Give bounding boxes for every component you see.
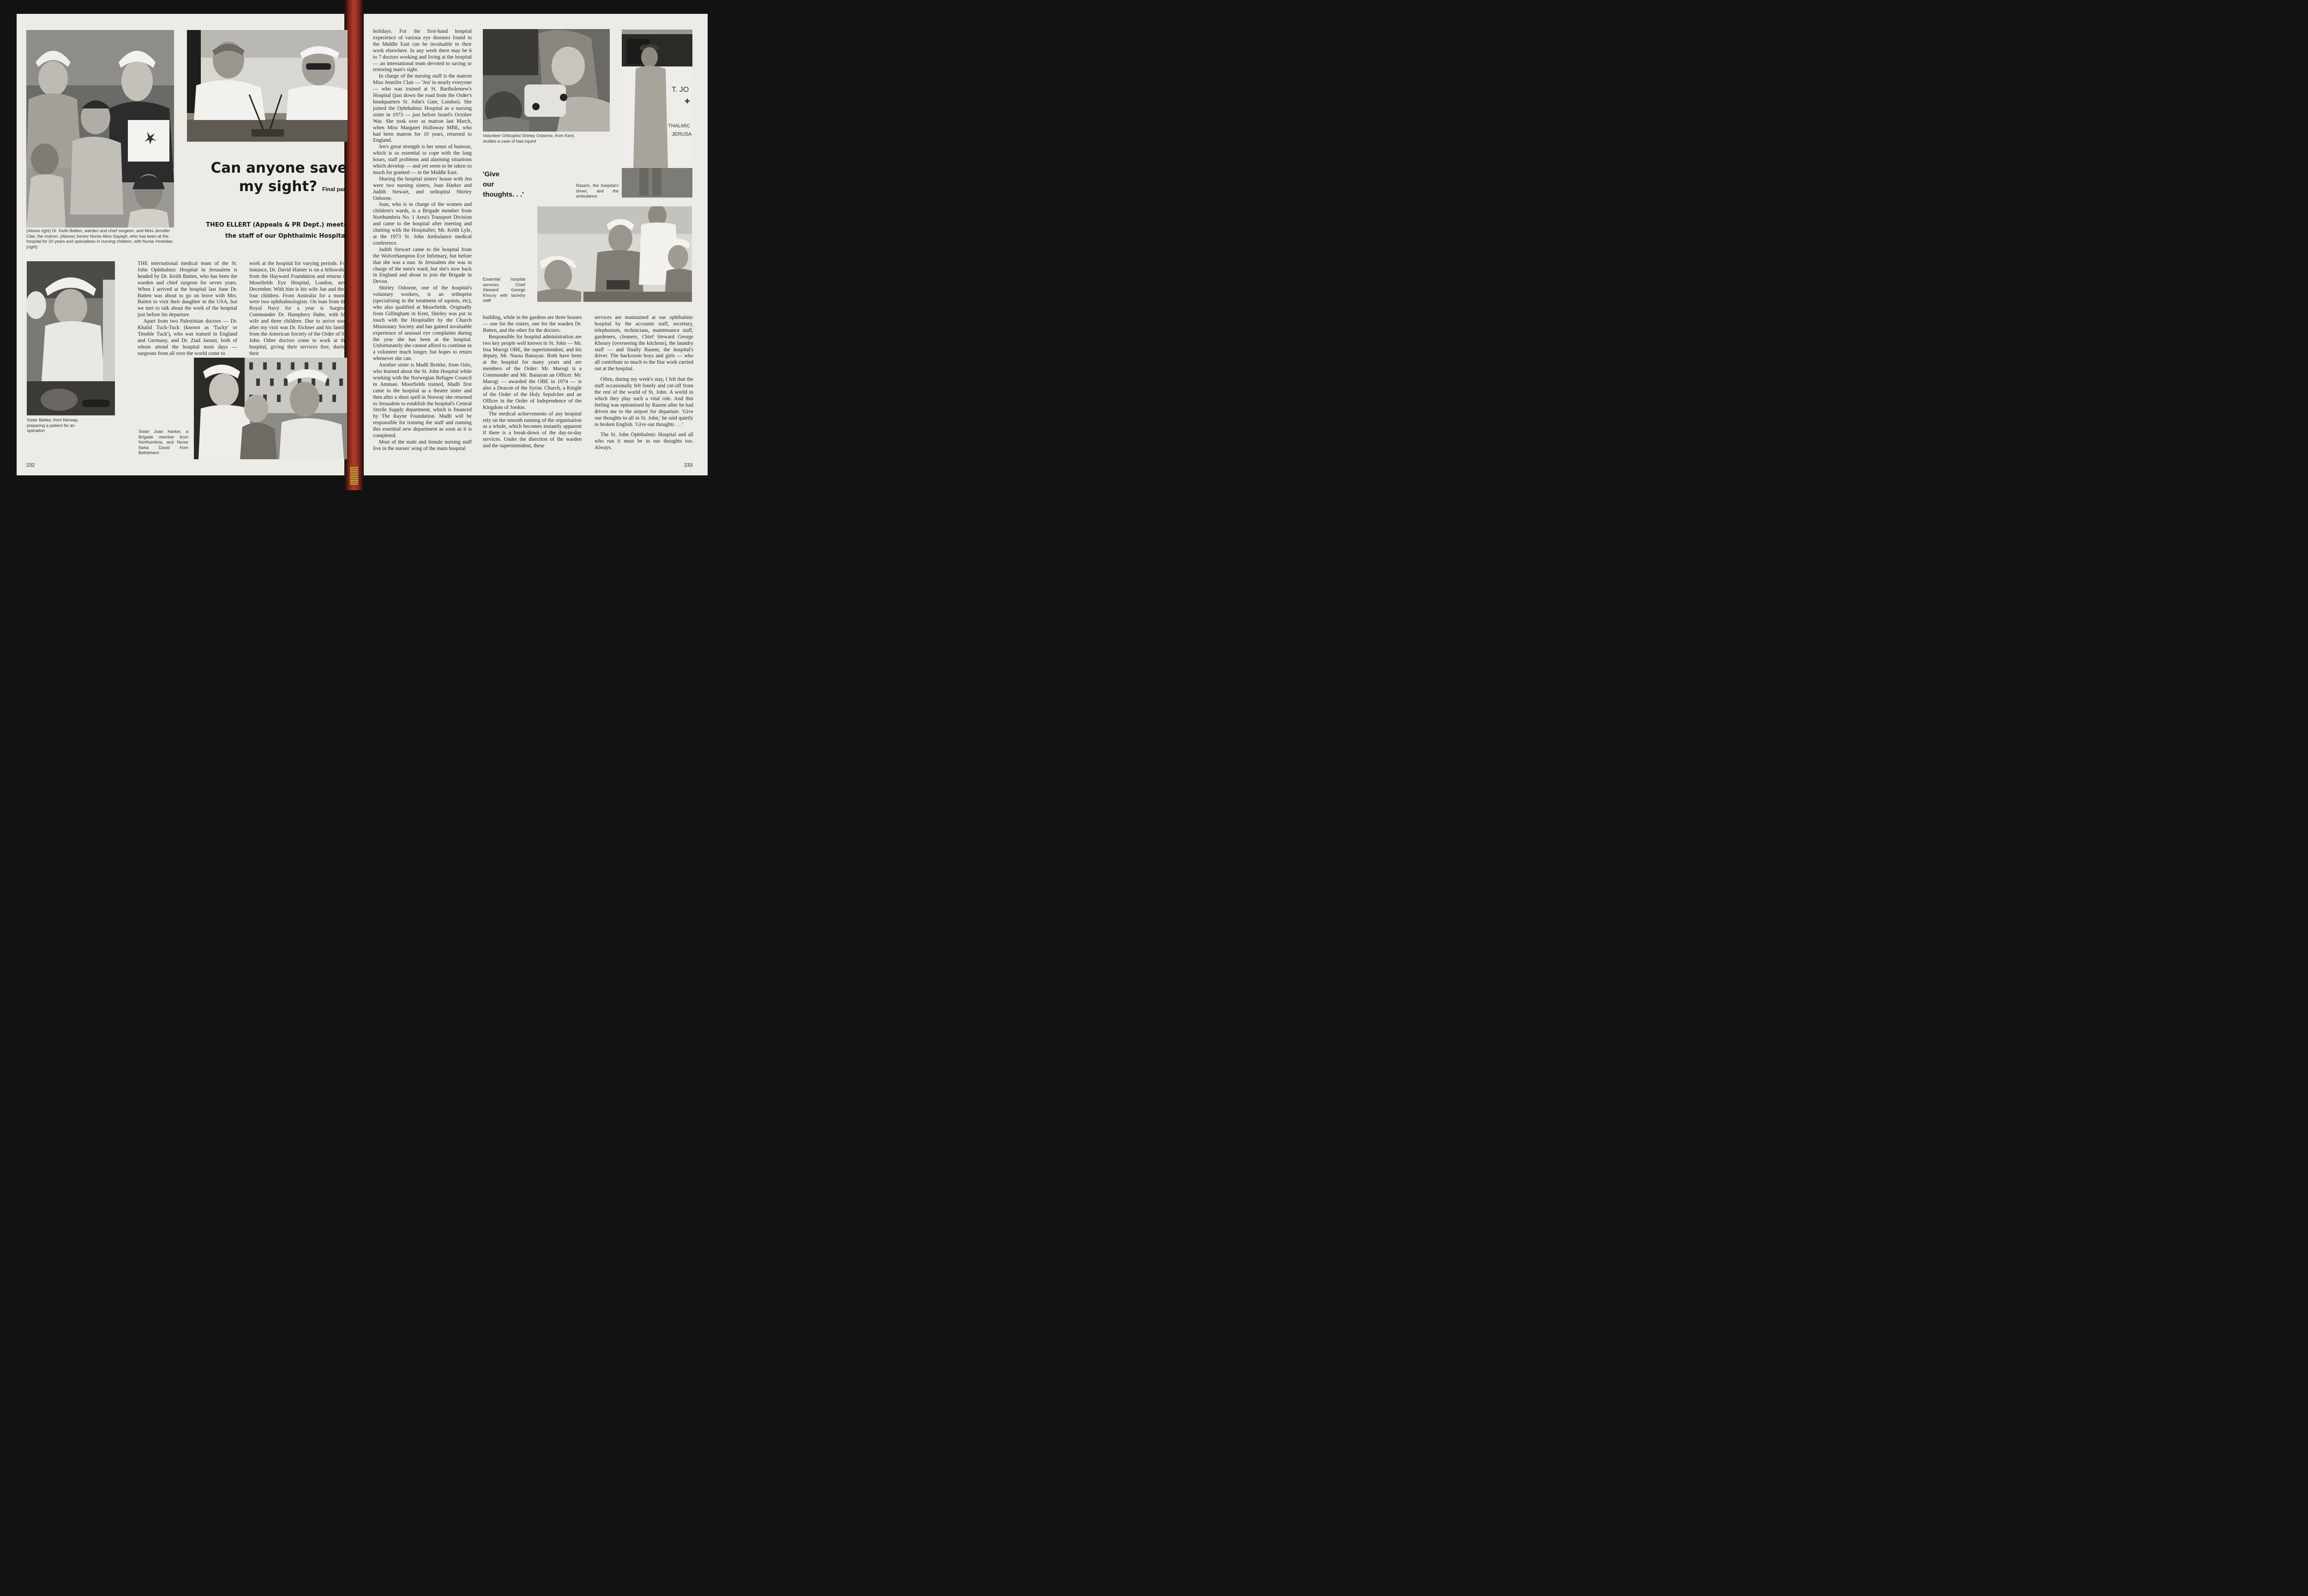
- body-column-2: [249, 261, 347, 357]
- body-column-1: [138, 261, 237, 357]
- caption-osborne: Volunteer Orthoptist Shirley Osborne, from Kent, studies a case of bad squint: [483, 133, 575, 144]
- article-title-line2: my sight?: [239, 178, 318, 195]
- photo-nurses-children: [26, 30, 174, 228]
- pull-quote-line3: thoughts. . .': [483, 191, 524, 198]
- col1-para2: Apart from two Palestinian doctors — Dr. Khalid Tuck-Tuck (known as 'Tucky' or 'Double Tuck'), who was trained in England and Germany, and Dr. Ziad Jaouni, both of whom attend the hospital most days — surgeons from all over the world come to: [138, 318, 237, 356]
- col3-para6: Judith Stewart came to the hospital from the Wolverhampton Eye Infirmary, but before that she was a nun. In Jerusalem she was in charge of the men's ward, but she's now back in England and about to join the Brigade in Devon.: [373, 246, 472, 285]
- byline-line2: the staff of our Ophthalmic Hospital: [225, 233, 347, 240]
- article-title: [198, 159, 347, 198]
- caption-top-photos: (Above right) Dr. Keith Batten, warden and chief surgeon, and Miss Jennifer Clair, the matron. (Above) Senior Nurse Alice Sayegh, who has been at the hospital for 20 years and specialises in nursing children, with Nurse Hmeidan (right): [26, 228, 173, 249]
- col4-para1: building, while in the gardens are three houses — one for the sisters, one for the warden Dr. Batten, and the other for the doctors.: [483, 315, 582, 333]
- body-column-3: [373, 29, 472, 452]
- article-title-line1: Can anyone save: [210, 160, 347, 176]
- col3-para4: Sharing the hospital sisters' house with Jen were two nursing sisters, Joan Harker and Judith Stewart, and orthoptist Shirley Osborne.: [373, 176, 472, 201]
- pull-quote-line2: our: [483, 180, 494, 188]
- byline-line1: THEO ELLERT (Appeals & PR Dept.) meets: [206, 222, 347, 228]
- col3-para7: Shirley Osborne, one of the hospital's voluntary workers, is an orthoptist (specialising in the treatment of squints, etc), who also qualified at Moorfields. Originally from Gillingham in Kent, Shirley was put in touch with the Hospitaller by the Church Missionary Society and has gained invaluable experience of unusual eye complaints during the year she has been at the hospital. Unfortunately she cannot afford to continue as a volunteer much longer, but hopes to return whenever she can.: [373, 285, 472, 362]
- col3-para3: Jen's great strength is her sense of humour, which is so essential to cope with the long hours, staff problems and alarming situations which develop — and yet seem to be taken so much for granted — in the Middle East.: [373, 144, 472, 175]
- col3-para8: Another sister is Madli Brekke, from Oslo, who learned about the St. John Hospital while working with the Norwegian Refugee Council in Amman. Moorfields trained, Madli first came to the hospital as a theatre sister and then after a short spell in Norway she returned to Jerusalem to establish the hospital's Central Sterile Supply department, which is financed by The Rayne Foundation. Madli will be responsible for training the staff and running this essential new department as soon as it is completed.: [373, 362, 472, 439]
- photo-sister-harker: [194, 358, 347, 459]
- col5-para1: services are maintained at our ophthalmic hospital by the accounts staff, secretary, telephonists, technicians, maintenance staff, gardeners, cleaners, Chief Steward George Khoury (overseeing the kitchens), the laundry staff — and finally Rasem, the hospital's driver. The backroom boys and girls — who all contribute so much to the fine work carried out at the hospital.: [595, 315, 693, 372]
- col3-para2: In charge of the nursing staff is the matron Miss Jennifer Clair — 'Jen' to nearly everyone — who was trained at St. Bartholemew's Hospital (just down the road from the Order's headquarters St. John's Gate, London). She joined the Ophthalmic Hospital as a nursing sister in 1973 — just before Israel's October War. She took over as matron last March, when Miss Margaret Holloway MBE, who had been matron for 10 years, returned to England.: [373, 73, 472, 144]
- article-byline: [203, 220, 347, 242]
- page-number-left: 232: [26, 462, 35, 468]
- col4-para3: The medical achievements of any hospital rely on the smooth running of the organisation as a whole, which becomes instantly apparent if there is a break-down of the day-to-day services. Under the direction of the warden and the superintendent, these: [483, 411, 582, 449]
- pull-quote-line1: 'Give: [483, 170, 500, 178]
- photo-shirley-osborne: [483, 29, 610, 132]
- col4-para2: Responsible for hospital administration are two key people well known in St. John — Mr. Issa Marogi OBE, the superintendent, and his deputy, Mr. Nassa Banayan. Both have been at the hospital for many years and are members of the Order: Mr. Marogi is a Commander and Mr. Banayan an Officer. Mr. Marogi — awarded the OBE in 1974 — is also a Deacon of the Syriac Church, a Knight of the Order of the Holy Sepulchre and an Officer in the Order of Independence of the Kingdom of Jordon.: [483, 334, 582, 410]
- caption-bekke: Sister Bekke, from Norway, preparing a patient for an operation: [27, 418, 78, 433]
- col5-para2: Often, during my week's stay, I felt that the staff occasionally felt lonely and cut-off from the rest of the world of St. John. A world in which they play such a vital role. And this feeling was epitomised by Rasem after he had driven me to the airport for departure. 'Give our thoughts to all in St. John,' he said quietly in broken English. 'Give our thoughts . . .': [595, 377, 693, 427]
- caption-harker: Sister Joan Harker, a Brigade member from Northumbria, and Nurse Noha David from Bethlehem: [138, 429, 188, 455]
- col1-para1: THE international medical team of the St. John Ophthalmic Hospital in Jerusalem is headed by Dr. Keith Batten, who has been the warden and chief surgeon for seven years. When I arrived at the hospital last June Dr. Batten was about to go on leave with Mrs. Batten to visit their daughter in the USA, but we met to talk about the work of the hospital just before his departure.: [138, 261, 237, 318]
- photo-doctor-matron: [187, 30, 348, 142]
- page-number-right: 233: [684, 462, 693, 468]
- photo-sister-bekke: [27, 261, 115, 415]
- ambulance-text-3: JERUSA: [672, 132, 692, 137]
- col5-para3: The St. John Ophthalmic Hospital and all who run it must be in our thoughts too. Always.: [595, 432, 693, 451]
- col2-para1: work at the hospital for varying periods. For instance, Dr. David Hunter is on a fellowship from the Hayward Foundation and returns to Moorfields Eye Hospital, London, next December. With him is his wife Jan and their four children. From Australia for a month were two ophthalmologists. On loan from the Royal Navy for a year is Surgeon Commander Dr. Humphrey Hahn, with his wife and three children. Due to arrive soon after my visit was Dr. Eichner and his family from the American Society of the Order of St. John. Other doctors come to work at the hospital, giving their services free, during their: [249, 261, 347, 356]
- ambulance-text-2: THALMIC: [668, 123, 691, 129]
- body-column-4: [483, 315, 582, 450]
- svg-text:✚: ✚: [685, 97, 690, 105]
- article-title-tag: Final part: [322, 186, 347, 192]
- caption-rasem: Rasem, the hospital's driver, and the ambulance: [576, 183, 619, 198]
- article-title-line2-wrap: [198, 177, 347, 198]
- photo-laundry-staff: [537, 206, 692, 302]
- col3-para5: Joan, who is in charge of the women and children's wards, is a Brigade member from Northumbria No. 1 Area's Transport Division and came to the hospital after meeting and chatting with the Hospitaller, Mr. Keith Lyle, at the 1973 St. John Ambulance medical conference.: [373, 202, 472, 246]
- body-column-5: [595, 315, 693, 451]
- pull-quote: [483, 169, 538, 200]
- caption-khoury: Essential hospital services. Chief Steward George Khoury with laundry staff: [483, 277, 525, 303]
- col3-para1: holidays. For the first-hand hospital experience of various eye diseases found in the Middle East can be invaluable to their work elsewhere. In any week there may be 6 to 7 doctors working and living at the hospital — an international team devoted to saving or restoring man's sight.: [373, 29, 472, 73]
- photo-rasem-ambulance: [622, 30, 692, 198]
- col3-para9: Most of the male and female nursing staff live in the nurses' wing of the main hospital: [373, 439, 472, 451]
- ambulance-text-1: T. JO: [672, 86, 689, 94]
